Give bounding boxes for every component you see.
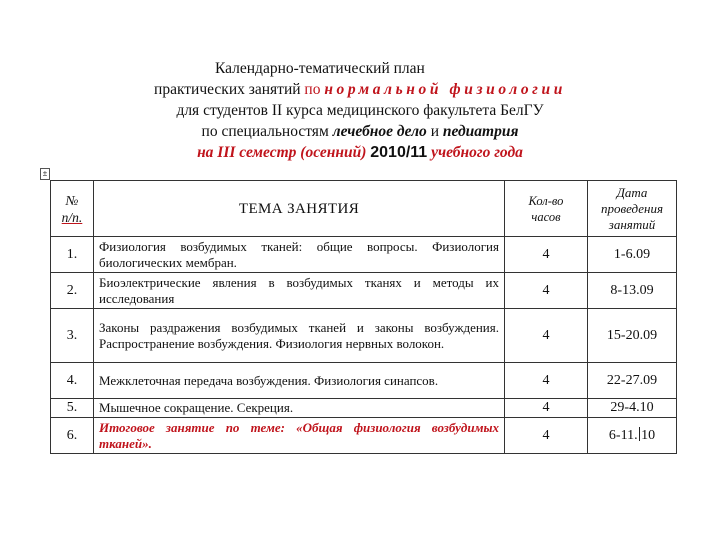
row-hours: 4 — [505, 363, 588, 399]
header-line-2 — [100, 79, 620, 100]
header-date-cell — [588, 181, 677, 237]
header-line-2-prefix: практических занятий — [154, 81, 301, 98]
header-year-suffix: учебного года — [431, 144, 523, 161]
document-header — [100, 58, 620, 163]
row-date[interactable] — [588, 418, 677, 454]
table-header-row — [51, 181, 677, 237]
header-hours-line-1: Кол-во — [528, 193, 564, 208]
header-specialty-1: лечебное дело — [332, 123, 427, 140]
row-topic: Межклеточная передача возбуждения. Физиология синапсов. — [94, 363, 505, 399]
row-hours: 4 — [505, 399, 588, 418]
table-row — [51, 273, 677, 309]
header-hours-line-2: часов — [531, 209, 561, 224]
row-num: 4. — [51, 363, 94, 399]
header-specialty-2: педиатрия — [442, 123, 519, 140]
header-hours-cell — [505, 181, 588, 237]
row-date: 29-4.10 — [588, 399, 677, 418]
header-num-cell — [51, 181, 94, 237]
header-date-line-3: занятий — [608, 216, 656, 232]
row-num: 3. — [51, 309, 94, 363]
row-num: 6. — [51, 418, 94, 454]
row-date: 8-13.09 — [588, 273, 677, 309]
row-hours: 4 — [505, 237, 588, 273]
row-topic: Биоэлектрические явления в возбудимых тканях и методы их исследования — [94, 273, 505, 309]
table-row — [51, 399, 677, 418]
row-topic: Мышечное сокращение. Секреция. — [94, 399, 505, 418]
row-num: 1. — [51, 237, 94, 273]
header-title: Календарно-тематический план — [215, 60, 425, 77]
row-date-part-1: 6-11. — [608, 428, 638, 443]
header-line-3: для студентов II курса медицинского факультета БелГУ — [176, 102, 544, 119]
row-hours: 4 — [505, 418, 588, 454]
row-date: 15-20.09 — [588, 309, 677, 363]
row-date-part-2: 10 — [641, 428, 656, 443]
header-subject: нормальной физиологии — [324, 81, 566, 98]
table-row — [51, 363, 677, 399]
header-po: по — [304, 81, 321, 98]
header-semester: на III семестр (осенний) — [197, 144, 367, 161]
header-num-symbol: № — [65, 192, 79, 208]
row-hours: 4 — [505, 273, 588, 309]
row-topic: Законы раздражения возбудимых тканей и законы возбуждения. Распространение возбуждения. Физиология нервных волокон. — [94, 309, 505, 363]
row-date: 22-27.09 — [588, 363, 677, 399]
header-date-line-2: проведения — [600, 200, 664, 216]
header-line-5 — [100, 142, 620, 163]
header-date-line-1: Дата — [616, 184, 648, 200]
row-num: 2. — [51, 273, 94, 309]
header-num-abbr: п/п. — [61, 209, 83, 225]
row-hours: 4 — [505, 309, 588, 363]
table-move-handle-icon[interactable]: ± — [40, 168, 50, 180]
header-line-4 — [100, 121, 620, 142]
text-cursor-icon — [639, 427, 641, 441]
table-row — [51, 237, 677, 273]
row-date: 1-6.09 — [588, 237, 677, 273]
row-num: 5. — [51, 399, 94, 418]
header-line-4-prefix: по специальностям — [201, 123, 329, 140]
table-row — [51, 418, 677, 454]
header-topic-cell: ТЕМА ЗАНЯТИЯ — [94, 181, 505, 237]
schedule-table — [50, 180, 677, 454]
row-topic-final: Итоговое занятие по теме: «Общая физиология возбудимых тканей». — [94, 418, 505, 454]
header-year: 2010/11 — [370, 144, 428, 161]
row-topic: Физиология возбудимых тканей: общие вопросы. Физиология биологических мембран. — [94, 237, 505, 273]
header-and: и — [430, 123, 439, 140]
table-row — [51, 309, 677, 363]
